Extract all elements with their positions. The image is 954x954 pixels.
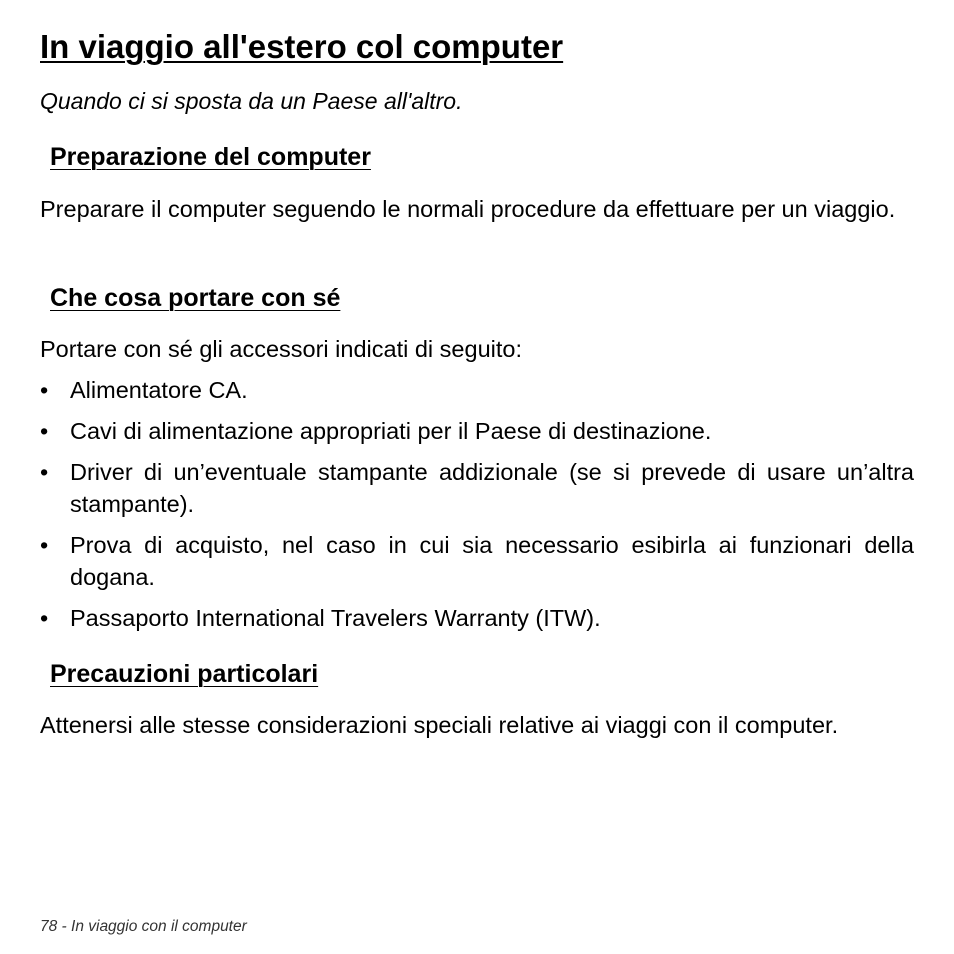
list-item — [40, 602, 914, 634]
section-heading-preparazione: Preparazione del computer — [50, 143, 371, 171]
list-item-text: Passaporto International Travelers Warranty (ITW). — [70, 605, 601, 631]
page-footer: 78 - In viaggio con il computer — [40, 918, 247, 935]
bullet-icon: • — [40, 459, 49, 485]
list-item — [40, 415, 914, 447]
section-intro-cosa-portare: Portare con sé gli accessori indicati di seguito: — [40, 336, 522, 362]
list-item — [40, 374, 914, 406]
page-title: In viaggio all'estero col computer — [40, 28, 564, 65]
list-item-text: Cavi di alimentazione appropriati per il Paese di destinazione. — [70, 418, 712, 444]
bullet-icon: • — [40, 418, 49, 444]
list-item-text: Driver di un’eventuale stampante addizionale (se si prevede di usare un’altra stampante). — [70, 459, 914, 517]
list-item-text: Alimentatore CA. — [70, 377, 248, 403]
section-heading-precauzioni: Precauzioni particolari — [50, 660, 319, 688]
section-text-preparazione: Preparare il computer seguendo le normali procedure da effettuare per un viaggio. — [40, 196, 896, 222]
section-text-precauzioni: Attenersi alle stesse considerazioni speciali relative ai viaggi con il computer. — [40, 712, 839, 738]
accessories-list — [40, 374, 914, 643]
bullet-icon: • — [40, 605, 49, 631]
page-subtitle: Quando ci si sposta da un Paese all'altro. — [40, 88, 463, 114]
bullet-icon: • — [40, 377, 49, 403]
list-item — [40, 529, 914, 593]
list-item — [40, 456, 914, 520]
section-heading-cosa-portare: Che cosa portare con sé — [50, 284, 341, 312]
bullet-icon: • — [40, 532, 49, 558]
list-item-text: Prova di acquisto, nel caso in cui sia necessario esibirla ai funzionari della dogana. — [70, 532, 914, 590]
